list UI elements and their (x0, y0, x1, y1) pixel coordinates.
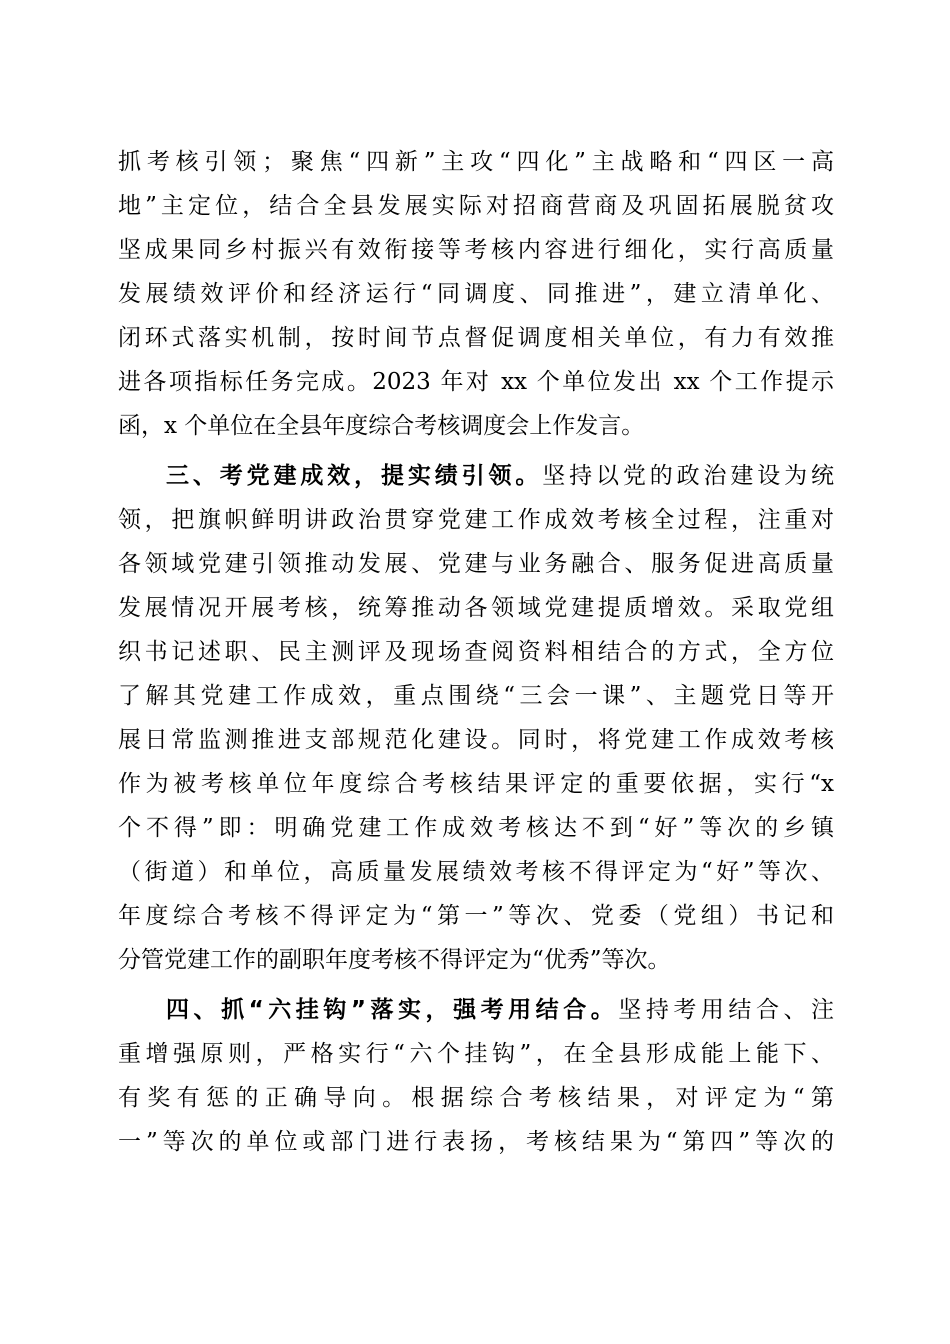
paragraph-line: 展日常监测推进支部规范化建设。同时，将党建工作成效考核 (118, 727, 834, 753)
paragraph-line: 分管党建工作的副职年度考核不得评定为“优秀”等次。 (118, 947, 671, 973)
section-4-first-line-text: 坚持考用结合、注 (618, 997, 835, 1023)
paragraph-line: 地”主定位，结合全县发展实际对招商营商及巩固拓展脱贫攻 (118, 193, 834, 219)
paragraph-line: 有奖有惩的正确导向。根据综合考核结果，对评定为“第 (118, 1085, 834, 1111)
paragraph-line: 作为被考核单位年度综合考核结果评定的重要依据，实行“x (118, 771, 834, 797)
paragraph-line: 织书记述职、民主测评及现场查阅资料相结合的方式，全方位 (118, 639, 834, 665)
paragraph-line: （街道）和单位，高质量发展绩效考核不得评定为“好”等次、 (118, 859, 834, 885)
section-3-first-line (166, 456, 834, 496)
paragraph-line: 一”等次的单位或部门进行表扬，考核结果为“第四”等次的 (118, 1129, 834, 1155)
paragraph-line: 年度综合考核不得评定为“第一”等次、党委（党组）书记和 (118, 903, 834, 929)
paragraph-line: 闭环式落实机制，按时间节点督促调度相关单位，有力有效推 (118, 325, 834, 351)
paragraph-line: 重增强原则，严格实行“六个挂钩”，在全县形成能上能下、 (118, 1041, 834, 1067)
section-4-heading: 四、抓“六挂钩”落实，强考用结合。 (166, 997, 619, 1023)
paragraph-line: 发展情况开展考核，统筹推动各领域党建提质增效。采取党组 (118, 595, 834, 621)
section-3-heading: 三、考党建成效，提实绩引领。 (166, 463, 543, 489)
paragraph-line: 坚成果同乡村振兴有效衔接等考核内容进行细化，实行高质量 (118, 237, 834, 263)
section-4-first-line (166, 990, 834, 1030)
paragraph-line: 各领域党建引领推动发展、党建与业务融合、服务促进高质量 (118, 551, 834, 577)
paragraph-line: 抓考核引领；聚焦“四新”主攻“四化”主战略和“四区一高 (118, 149, 834, 175)
paragraph-line: 进各项指标任务完成。2023 年对 xx 个单位发出 xx 个工作提示 (118, 369, 834, 395)
section-3-first-line-text: 坚持以党的政治建设为统 (542, 463, 834, 489)
paragraph-line: 了解其党建工作成效，重点围绕“三会一课”、主题党日等开 (118, 683, 834, 709)
paragraph-line: 发展绩效评价和经济运行“同调度、同推进”，建立清单化、 (118, 281, 834, 307)
paragraph-line: 个不得”即：明确党建工作成效考核达不到“好”等次的乡镇 (118, 815, 834, 841)
paragraph-line: 函，x 个单位在全县年度综合考核调度会上作发言。 (118, 413, 645, 439)
paragraph-line: 领，把旗帜鲜明讲政治贯穿党建工作成效考核全过程，注重对 (118, 507, 834, 533)
